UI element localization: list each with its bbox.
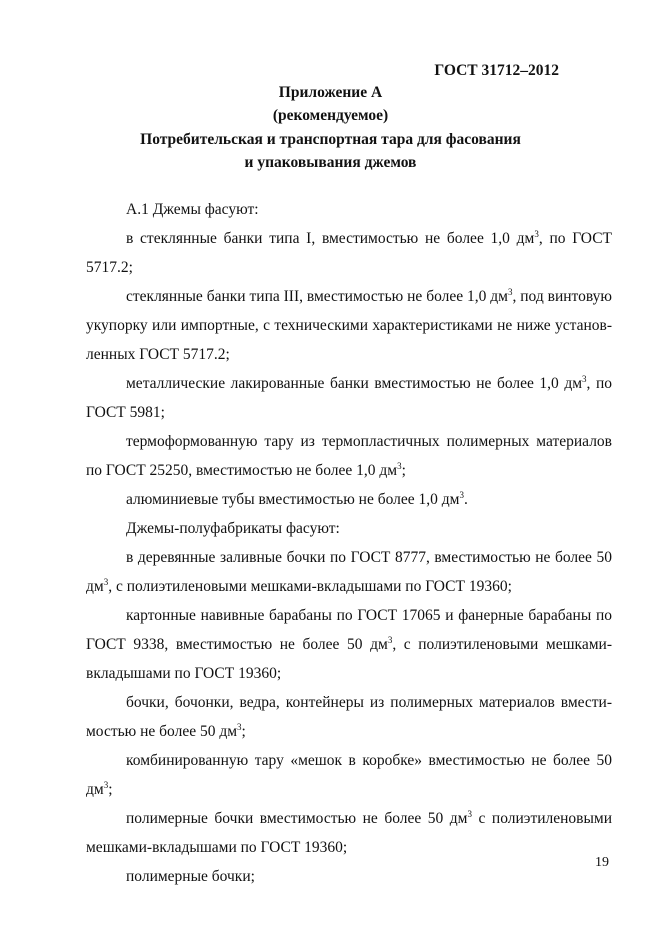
document-code: ГОСТ 31712–2012 — [434, 62, 559, 79]
paragraph-thermoformed-containers: термоформованную тару из термопластичных полимерных материалов по ГОСТ 25250, вместимостью не более 1,0 $дм^3$; — [86, 433, 612, 479]
paragraph-semi-finished-jams: Джемы-полуфабрикаты фасуют: — [126, 520, 340, 537]
annex-subtitle-line-1: Потребительская и транспортная тара для фасования — [140, 131, 521, 148]
paragraph-a1: А.1 Джемы фасуют: — [126, 201, 259, 218]
paragraph-polymer-barrels-liners: полимерные бочки вместимостью не более 50 $дм^3$ с полиэтиленовыми мешками-вкладышами по ГОСТ 19360; — [86, 809, 613, 856]
paragraph-bag-in-box: комбинированную тару «мешок в коробке» вместимостью не более 50 $дм^3$; — [86, 752, 612, 798]
paragraph-cardboard-drums: картонные навивные барабаны по ГОСТ 17065 и фанерные барабаны по ГОСТ 9338, вместимостью не более 50 $дм^3$, с полиэтиленовыми мешками-вкладышами по ГОСТ 19360; — [86, 607, 612, 682]
annex-title: Приложение А — [278, 84, 383, 101]
paragraph-glass-jars-type-3: стеклянные банки типа III, вместимостью не более 1,0 $дм^3$, под винтовую укупорку или импортные, с техническими характеристиками не ниже установ-ленных ГОСТ 5717.2; — [86, 287, 612, 363]
paragraph-wooden-barrels: в деревянные заливные бочки по ГОСТ 8777, вместимостью не более 50 $дм^3$, с полиэтиленовыми мешками-вкладышами по ГОСТ 19360; — [86, 549, 612, 595]
paragraph-polymer-containers: бочки, бочонки, ведра, контейнеры из полимерных материалов вмести-мостью не более 50 $дм^3$; — [86, 694, 612, 740]
paragraph-glass-jars-type-1: в стеклянные банки типа I, вместимостью не более 1,0 $дм^3$, по ГОСТ 5717.2; — [86, 229, 613, 276]
annex-kind: (рекомендуемое) — [272, 107, 389, 124]
paragraph-polymer-barrels: полимерные бочки; — [126, 868, 255, 885]
body-text — [86, 195, 612, 891]
annex-subtitle-line-2: и упаковывания джемов — [244, 154, 417, 171]
paragraph-aluminum-tubes: алюминиевые тубы вместимостью не более 1,0 $дм^3$. — [126, 490, 468, 508]
paragraph-metal-cans: металлические лакированные банки вместимостью не более 1,0 $дм^3$, по ГОСТ 5981; — [86, 374, 613, 421]
page-number: 19 — [595, 855, 609, 870]
